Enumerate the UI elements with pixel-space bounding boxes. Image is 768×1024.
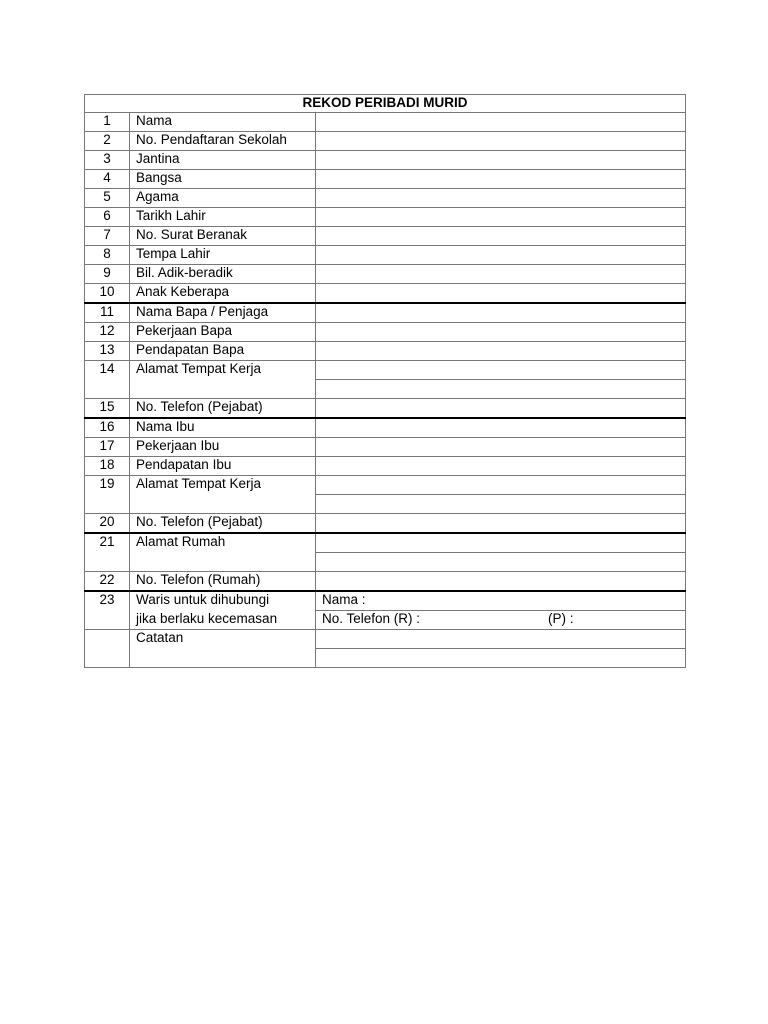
field-label: Agama bbox=[130, 189, 316, 208]
row-number: 10 bbox=[85, 284, 130, 304]
field-label: Bangsa bbox=[130, 170, 316, 189]
table-row bbox=[85, 438, 686, 457]
row-number: 23 bbox=[85, 591, 130, 630]
emergency-phone-field[interactable] bbox=[316, 611, 686, 630]
field-answer[interactable] bbox=[316, 113, 686, 132]
row-number: 22 bbox=[85, 572, 130, 592]
field-label: Nama bbox=[130, 113, 316, 132]
field-answer[interactable] bbox=[316, 170, 686, 189]
row-number: 20 bbox=[85, 514, 130, 534]
field-answer[interactable] bbox=[316, 533, 686, 553]
field-answer[interactable] bbox=[316, 514, 686, 534]
field-answer[interactable] bbox=[316, 151, 686, 170]
field-label: No. Telefon (Pejabat) bbox=[130, 514, 316, 534]
row-number: 1 bbox=[85, 113, 130, 132]
row-number: 16 bbox=[85, 418, 130, 438]
field-answer[interactable] bbox=[316, 303, 686, 323]
field-answer[interactable] bbox=[316, 361, 686, 380]
table-row bbox=[85, 533, 686, 553]
row-number: 21 bbox=[85, 533, 130, 572]
table-row bbox=[85, 591, 686, 611]
field-label: Anak Keberapa bbox=[130, 284, 316, 304]
form-title: REKOD PERIBADI MURID bbox=[85, 95, 686, 113]
table-row bbox=[85, 630, 686, 649]
row-number: 8 bbox=[85, 246, 130, 265]
table-row bbox=[85, 476, 686, 495]
table-row bbox=[85, 113, 686, 132]
notes-field[interactable] bbox=[316, 630, 686, 649]
table-row bbox=[85, 246, 686, 265]
table-row bbox=[85, 399, 686, 419]
student-record-form bbox=[84, 94, 686, 668]
field-answer[interactable] bbox=[316, 246, 686, 265]
table-row bbox=[85, 208, 686, 227]
field-answer[interactable] bbox=[316, 227, 686, 246]
field-answer-line-2[interactable] bbox=[316, 380, 686, 399]
table-row bbox=[85, 170, 686, 189]
field-answer[interactable] bbox=[316, 438, 686, 457]
table-row bbox=[85, 361, 686, 380]
row-number: 19 bbox=[85, 476, 130, 514]
field-answer[interactable] bbox=[316, 399, 686, 419]
table-row bbox=[85, 265, 686, 284]
field-label: Alamat Tempat Kerja bbox=[130, 476, 316, 514]
table-row bbox=[85, 303, 686, 323]
field-label: Jantina bbox=[130, 151, 316, 170]
field-label: Pekerjaan Ibu bbox=[130, 438, 316, 457]
field-label: No. Telefon (Rumah) bbox=[130, 572, 316, 592]
table-row bbox=[85, 514, 686, 534]
field-answer[interactable] bbox=[316, 418, 686, 438]
row-number: 13 bbox=[85, 342, 130, 361]
row-number: 12 bbox=[85, 323, 130, 342]
field-label: No. Telefon (Pejabat) bbox=[130, 399, 316, 419]
field-answer[interactable] bbox=[316, 189, 686, 208]
table-row-continuation bbox=[85, 611, 686, 630]
table-row bbox=[85, 323, 686, 342]
field-answer-line-2[interactable] bbox=[316, 495, 686, 514]
row-number: 9 bbox=[85, 265, 130, 284]
field-label: Waris untuk dihubungi bbox=[130, 591, 316, 611]
field-label: Bil. Adik-beradik bbox=[130, 265, 316, 284]
table-row bbox=[85, 151, 686, 170]
field-label: Pendapatan Ibu bbox=[130, 457, 316, 476]
field-label: Pendapatan Bapa bbox=[130, 342, 316, 361]
phone-office-label: (P) : bbox=[548, 611, 574, 626]
form-title-row bbox=[85, 95, 686, 113]
phone-home-label: No. Telefon (R) : bbox=[322, 611, 421, 626]
row-number: 3 bbox=[85, 151, 130, 170]
row-number: 15 bbox=[85, 399, 130, 419]
table-row bbox=[85, 132, 686, 151]
field-answer[interactable] bbox=[316, 342, 686, 361]
field-answer[interactable] bbox=[316, 132, 686, 151]
field-label: Alamat Rumah bbox=[130, 533, 316, 572]
row-number: 7 bbox=[85, 227, 130, 246]
field-label: Tempa Lahir bbox=[130, 246, 316, 265]
field-label: No. Surat Beranak bbox=[130, 227, 316, 246]
row-number bbox=[85, 630, 130, 668]
row-number: 5 bbox=[85, 189, 130, 208]
table-row bbox=[85, 284, 686, 304]
field-answer[interactable] bbox=[316, 208, 686, 227]
row-number: 2 bbox=[85, 132, 130, 151]
table-row bbox=[85, 418, 686, 438]
row-number: 4 bbox=[85, 170, 130, 189]
field-label: Catatan bbox=[130, 630, 316, 668]
row-number: 6 bbox=[85, 208, 130, 227]
field-label: Pekerjaan Bapa bbox=[130, 323, 316, 342]
field-label: Alamat Tempat Kerja bbox=[130, 361, 316, 399]
field-answer[interactable] bbox=[316, 572, 686, 592]
row-number: 17 bbox=[85, 438, 130, 457]
notes-field-line-2[interactable] bbox=[316, 649, 686, 668]
table-row bbox=[85, 189, 686, 208]
table-row bbox=[85, 457, 686, 476]
field-answer[interactable] bbox=[316, 265, 686, 284]
field-answer[interactable] bbox=[316, 323, 686, 342]
field-answer[interactable] bbox=[316, 476, 686, 495]
row-number: 18 bbox=[85, 457, 130, 476]
table-row bbox=[85, 227, 686, 246]
table-row bbox=[85, 572, 686, 592]
field-label-line-2: jika berlaku kecemasan bbox=[130, 611, 316, 630]
field-label: Nama Bapa / Penjaga bbox=[130, 303, 316, 323]
row-number: 14 bbox=[85, 361, 130, 399]
emergency-name-field[interactable]: Nama : bbox=[316, 591, 686, 611]
table-row bbox=[85, 342, 686, 361]
field-label: Tarikh Lahir bbox=[130, 208, 316, 227]
field-answer-line-2[interactable] bbox=[316, 553, 686, 572]
field-answer[interactable] bbox=[316, 284, 686, 304]
field-label: No. Pendaftaran Sekolah bbox=[130, 132, 316, 151]
field-label: Nama Ibu bbox=[130, 418, 316, 438]
field-answer[interactable] bbox=[316, 457, 686, 476]
row-number: 11 bbox=[85, 303, 130, 323]
